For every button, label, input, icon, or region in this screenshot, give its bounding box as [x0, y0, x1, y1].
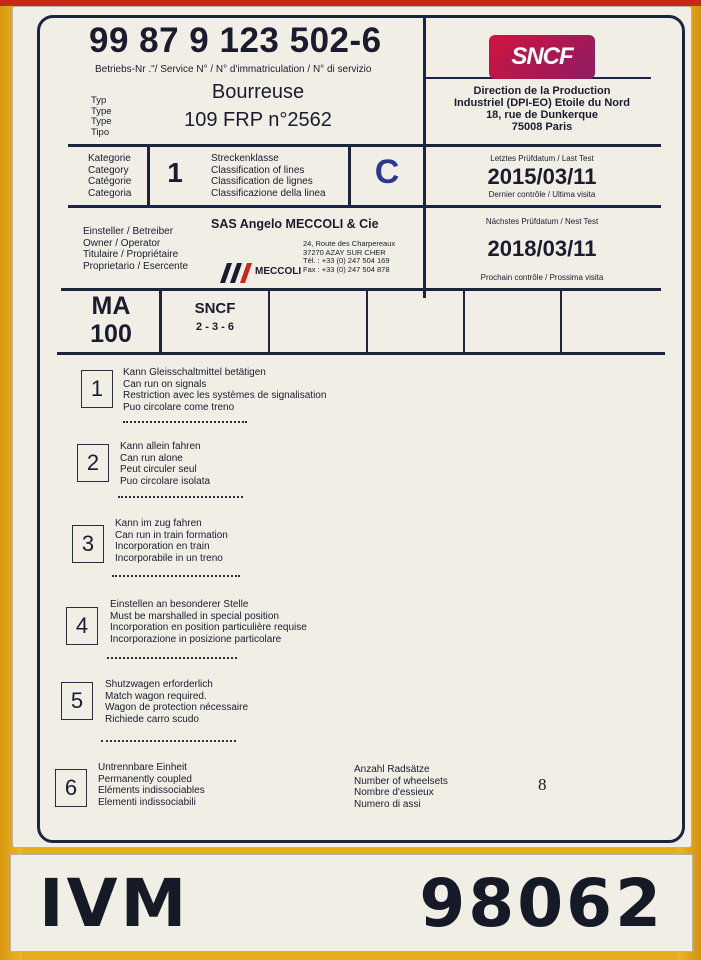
sncf-logo: SNCF — [489, 35, 595, 79]
next-test-date: 2018/03/11 — [487, 236, 597, 261]
type-name: Bourreuse — [211, 81, 305, 103]
item-2-text: Kann allein fahren Can run alone Peut circuler seul Puo circolare isolata — [120, 441, 211, 487]
item-5-dotted-line — [101, 740, 236, 742]
item-1-dotted-line — [123, 421, 247, 423]
wagon-number: 98062 — [419, 864, 664, 942]
category-labels: Kategorie Category Catégorie Categoria — [88, 153, 132, 199]
category-value: 1 — [167, 157, 183, 188]
item-3-number: 3 — [72, 525, 104, 563]
item-3-text: Kann im zug fahren Can run in train formation Incorporation en train Incorporabile in un treno — [115, 518, 228, 564]
divider-h2 — [68, 205, 661, 208]
next-test-subcaption: Prochain contrôle / Prossima visita — [480, 273, 604, 282]
item-1-text: Kann Gleisschaltmittel betätigen Can run on signals Restriction avec les systèmes de signalisation Puo circolare come treno — [123, 367, 327, 413]
wheelsets-labels: Anzahl Radsätze Number of wheelsets Nombre d'essieux Numero di assi — [354, 764, 448, 810]
item-5-number: 5 — [61, 682, 93, 720]
wagon-data-plate — [12, 6, 692, 848]
item-2-number: 2 — [77, 444, 109, 482]
divider-h4 — [57, 352, 665, 355]
type-model: 109 FRP n°2562 — [184, 109, 332, 131]
last-test-subcaption: Dernier contrôle / Ultima visita — [488, 190, 596, 199]
divider-code5 — [560, 288, 562, 354]
divider-h1-right — [423, 144, 661, 147]
item-4-text: Einstellen an besonderer Stelle Must be marshalled in special position Incorporation en position particulière requise Incorporazione in posizione particolare — [110, 599, 307, 645]
type-labels: Typ Type Type Tipo — [91, 95, 112, 138]
divider-h3 — [61, 288, 661, 291]
item-5-text: Shutzwagen erforderlich Match wagon required. Wagon de protection nécessaire Richiede carro scudo — [105, 679, 249, 725]
sncf-code: 2 - 3 - 6 — [196, 321, 234, 333]
meccoli-logo-icon — [218, 261, 252, 283]
item-4-number: 4 — [66, 607, 98, 645]
wagon-prefix: IVM — [39, 864, 190, 942]
wheelsets-value: 8 — [538, 775, 547, 794]
ma-code: MA 100 — [90, 292, 132, 348]
item-3-dotted-line — [112, 575, 240, 577]
next-test-caption: Nächstes Prüfdatum / Nest Test — [485, 217, 599, 226]
owner-labels: Einsteller / Betreiber Owner / Operator Titulaire / Propriétaire Proprietario / Esercente — [83, 226, 189, 272]
item-2-dotted-line — [118, 496, 243, 498]
item-4-dotted-line — [107, 657, 237, 659]
line-class-value: C — [374, 153, 400, 191]
last-test-caption: Letztes Prüfdatum / Last Test — [490, 154, 594, 163]
owner-address: 24, Route des Charpereaux 37270 AZAY SUR CHER Tél. : +33 (0) 247 504 169 Fax : +33 (0) 247 504 878 — [303, 239, 396, 274]
item-6-number: 6 — [55, 769, 87, 807]
divider-h1-left — [68, 144, 424, 147]
registration-number: 99 87 9 123 502-6 — [89, 21, 382, 60]
line-class-labels: Streckenklasse Classification of lines Classification de lignes Classificazione della linea — [211, 153, 326, 199]
last-test-date: 2015/03/11 — [487, 164, 597, 189]
divider-code3 — [366, 288, 368, 354]
owner-company: SAS Angelo MECCOLI & Cie — [211, 217, 379, 231]
sncf-code-label: SNCF — [194, 300, 236, 317]
item-6-text: Untrennbare Einheit Permanently coupled Eléments indissociables Elementi indissociabili — [98, 762, 205, 808]
divider-code4 — [463, 288, 465, 354]
meccoli-logo-text: MECCOLI — [255, 266, 302, 277]
item-1-number: 1 — [81, 370, 113, 408]
divider-code2 — [268, 288, 270, 354]
wagon-number-plate — [10, 854, 693, 952]
sncf-address: Direction de la Production Industriel (DPI-EO) Etoile du Nord 18, rue de Dunkerque 75008 Paris — [454, 85, 630, 133]
registration-caption: Betriebs-Nr ."/ Service N° / N° d'immatriculation / N° di servizio — [95, 64, 372, 75]
